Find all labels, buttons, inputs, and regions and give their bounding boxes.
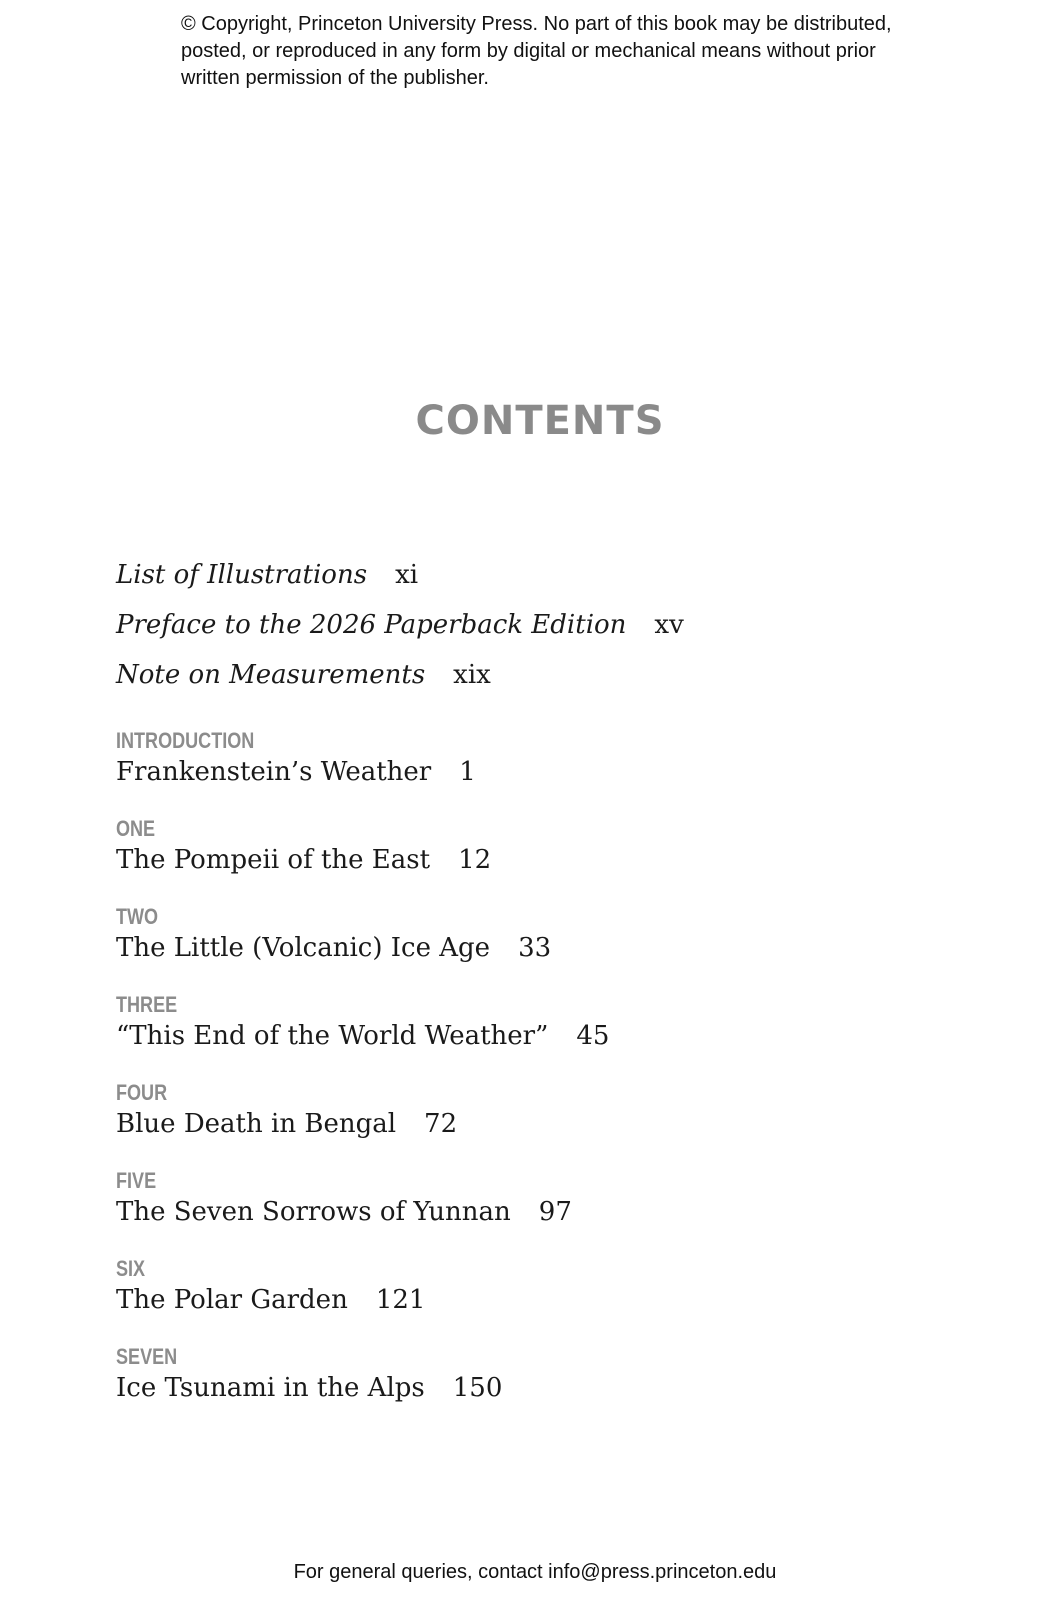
chapter-entry bbox=[116, 1018, 916, 1054]
toc-chapter-four[interactable] bbox=[116, 1080, 916, 1168]
toc-chapter-six[interactable] bbox=[116, 1256, 916, 1344]
toc-page-number: xv bbox=[654, 610, 684, 640]
toc-chapter-introduction[interactable] bbox=[116, 728, 916, 816]
copyright-notice: © Copyright, Princeton University Press. No part of this book may be distributed, posted, or reproduced in any form by digital or mechanical means without prior written permission of the publisher. bbox=[181, 13, 892, 89]
chapter-entry bbox=[116, 1370, 916, 1406]
toc-page-number: 12 bbox=[458, 845, 492, 875]
footer-contact: For general queries, contact info@press.princeton.edu bbox=[293, 1561, 777, 1583]
chapter-title: Frankenstein’s Weather bbox=[116, 757, 432, 787]
chapter-label: TWO bbox=[116, 904, 159, 929]
toc-chapter-one[interactable] bbox=[116, 816, 916, 904]
toc-page-number: 97 bbox=[538, 1197, 572, 1227]
toc-page-number: 33 bbox=[518, 933, 552, 963]
chapter-label: THREE bbox=[116, 992, 178, 1017]
chapter-entry bbox=[116, 1194, 916, 1230]
chapter-title: “This End of the World Weather” bbox=[116, 1021, 549, 1051]
front-matter-list bbox=[116, 560, 916, 710]
chapter-label: ONE bbox=[116, 816, 156, 841]
chapter-title: The Little (Volcanic) Ice Age bbox=[116, 933, 491, 963]
toc-page-number: 121 bbox=[375, 1285, 426, 1315]
toc-entry-title: Preface to the 2026 Paperback Edition bbox=[116, 610, 627, 640]
chapter-title: The Seven Sorrows of Yunnan bbox=[116, 1197, 511, 1227]
toc-entry-preface[interactable] bbox=[116, 610, 916, 660]
toc-page-number: 45 bbox=[576, 1021, 610, 1051]
chapter-label: SEVEN bbox=[116, 1344, 178, 1369]
toc-entry-title: Note on Measurements bbox=[116, 660, 426, 690]
toc-entry-list-of-illustrations[interactable] bbox=[116, 560, 916, 610]
chapter-entry bbox=[116, 842, 916, 878]
toc-page-number: xix bbox=[453, 660, 491, 690]
toc-entry-title: List of Illustrations bbox=[116, 560, 368, 590]
chapter-label: FOUR bbox=[116, 1080, 168, 1105]
chapter-title: Blue Death in Bengal bbox=[116, 1109, 397, 1139]
chapter-label: INTRODUCTION bbox=[116, 728, 255, 753]
chapter-entry bbox=[116, 930, 916, 966]
chapter-label: SIX bbox=[116, 1256, 146, 1281]
chapter-entry bbox=[116, 1106, 916, 1142]
toc-page-number: xi bbox=[395, 560, 419, 590]
chapter-title: Ice Tsunami in the Alps bbox=[116, 1373, 425, 1403]
chapter-entry bbox=[116, 754, 916, 790]
toc-chapter-two[interactable] bbox=[116, 904, 916, 992]
toc-chapter-five[interactable] bbox=[116, 1168, 916, 1256]
toc-chapter-three[interactable] bbox=[116, 992, 916, 1080]
chapter-label: FIVE bbox=[116, 1168, 157, 1193]
chapter-title: The Polar Garden bbox=[116, 1285, 348, 1315]
toc-page-number: 1 bbox=[459, 757, 476, 787]
table-of-contents bbox=[116, 560, 916, 1432]
chapter-list bbox=[116, 728, 916, 1432]
toc-entry-note-on-measurements[interactable] bbox=[116, 660, 916, 710]
chapter-entry bbox=[116, 1282, 916, 1318]
page-title: CONTENTS bbox=[415, 398, 665, 444]
toc-page-number: 150 bbox=[452, 1373, 503, 1403]
toc-chapter-seven[interactable] bbox=[116, 1344, 916, 1432]
chapter-title: The Pompeii of the East bbox=[116, 845, 431, 875]
toc-page-number: 72 bbox=[424, 1109, 458, 1139]
